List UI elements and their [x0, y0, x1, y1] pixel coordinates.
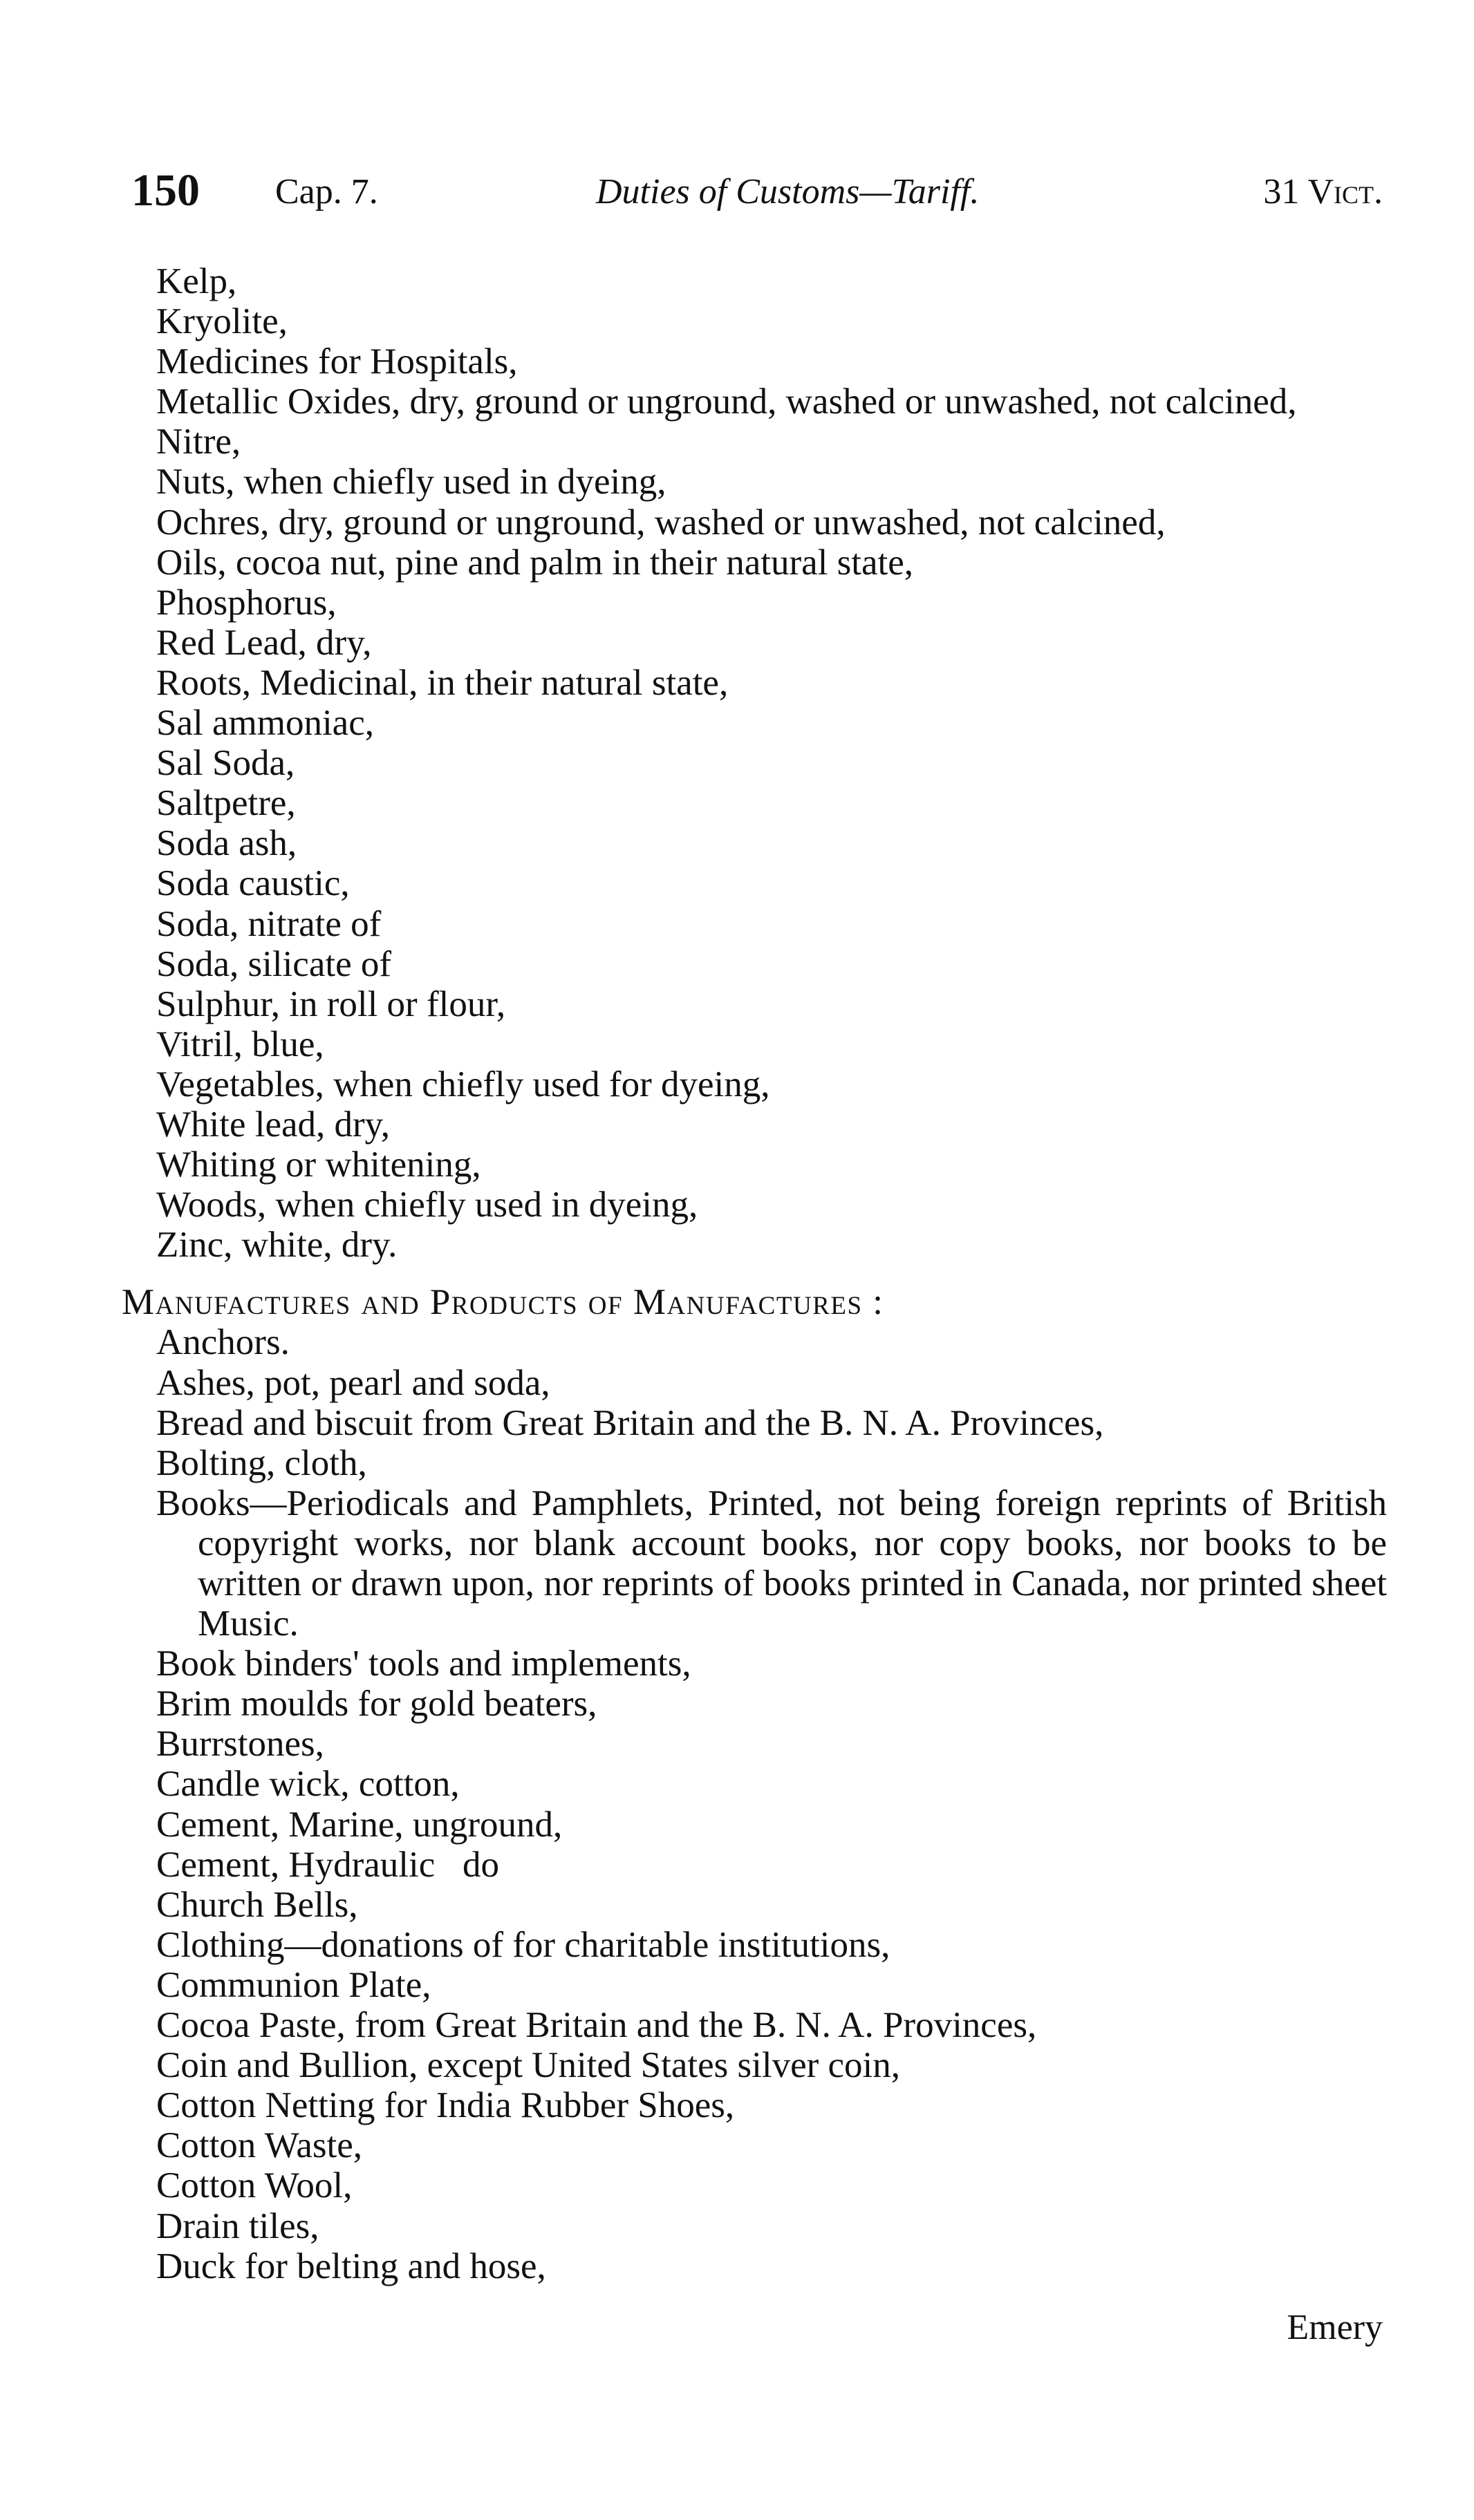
regnal-year: 31 Vict. [1263, 172, 1383, 211]
list-item: Metallic Oxides, dry, ground or unground, washed or unwashed, not calcined, [156, 382, 1297, 422]
list-item: Sal Soda, [156, 743, 295, 784]
page-number: 150 [131, 165, 200, 216]
list-item: Sal ammoniac, [156, 703, 374, 744]
list-item: Medicines for Hospitals, [156, 341, 518, 382]
list-item: Duck for belting and hose, [156, 2246, 546, 2286]
list-item: Brim moulds for gold beaters, [156, 1684, 597, 1724]
list-item: Whiting or whitening, [156, 1145, 481, 1185]
list-item: Roots, Medicinal, in their natural state, [156, 662, 729, 703]
list-item: Phosphorus, [156, 582, 337, 623]
list-item: Cotton Wool, [156, 2165, 353, 2206]
running-header [131, 164, 1383, 220]
list-item: Soda ash, [156, 823, 297, 864]
list-item: Clothing—donations of for charitable institutions, [156, 1924, 890, 1965]
list-item: Kryolite, [156, 301, 288, 342]
list-item: Sulphur, in roll or flour, [156, 984, 506, 1024]
list-item: Soda caustic, [156, 863, 350, 904]
list-item: Oils, cocoa nut, pine and palm in their natural state, [156, 542, 914, 583]
list-item: Cotton Netting for India Rubber Shoes, [156, 2085, 735, 2126]
list-item: Vitril, blue, [156, 1024, 324, 1064]
list-item: Books—Periodicals and Pamphlets, Printed, not being foreign reprints of British copyright works, nor blank account books, nor copy books, nor books to be written or drawn upon, nor reprints of books printed in Canada, nor printed sheet Music. [156, 1483, 1387, 1644]
list-item: Cement, Hydraulic do [156, 1844, 500, 1885]
list-item: Woods, when chiefly used in dyeing, [156, 1185, 698, 1225]
list-item: Anchors. [156, 1322, 290, 1363]
running-title: Duties of Customs—Tariff. [596, 172, 980, 211]
list-item: Ashes, pot, pearl and soda, [156, 1362, 550, 1403]
free-goods-list [122, 261, 1387, 1265]
page-body [122, 261, 1387, 2286]
list-item: Kelp, [156, 261, 237, 301]
manufactures-list [122, 1322, 1387, 2286]
list-item: Soda, silicate of [156, 943, 391, 984]
list-item: Zinc, white, dry. [156, 1225, 398, 1266]
catchword: Emery [1287, 2308, 1383, 2347]
list-item: Red Lead, dry, [156, 622, 372, 663]
list-item: Soda, nitrate of [156, 903, 382, 944]
list-item: Bolting, cloth, [156, 1442, 367, 1483]
list-item: Saltpetre, [156, 783, 296, 824]
list-item: Communion Plate, [156, 1964, 431, 2005]
list-item: Ochres, dry, ground or unground, washed or unwashed, not calcined, [156, 502, 1166, 543]
list-item: Bread and biscuit from Great Britain and the B. N. A. Provinces, [156, 1402, 1104, 1443]
list-item: Burrstones, [156, 1724, 324, 1765]
list-item: Book binders' tools and implements, [156, 1644, 691, 1684]
list-item: White lead, dry, [156, 1104, 390, 1145]
list-item: Cotton Waste, [156, 2125, 363, 2166]
list-item: Coin and Bullion, except United States silver coin, [156, 2045, 901, 2086]
list-item: Nitre, [156, 422, 241, 462]
list-item: Cement, Marine, unground, [156, 1804, 563, 1845]
list-item: Nuts, when chiefly used in dyeing, [156, 462, 666, 502]
list-item: Vegetables, when chiefly used for dyeing, [156, 1064, 770, 1104]
list-item: Drain tiles, [156, 2206, 319, 2246]
list-item: Candle wick, cotton, [156, 1764, 460, 1805]
list-item: Church Bells, [156, 1884, 358, 1925]
chapter-label: Cap. 7. [275, 172, 378, 211]
section-heading: Manufactures and Products of Manufactures : [122, 1282, 884, 1323]
list-item: Cocoa Paste, from Great Britain and the B. N. A. Provinces, [156, 2005, 1037, 2046]
